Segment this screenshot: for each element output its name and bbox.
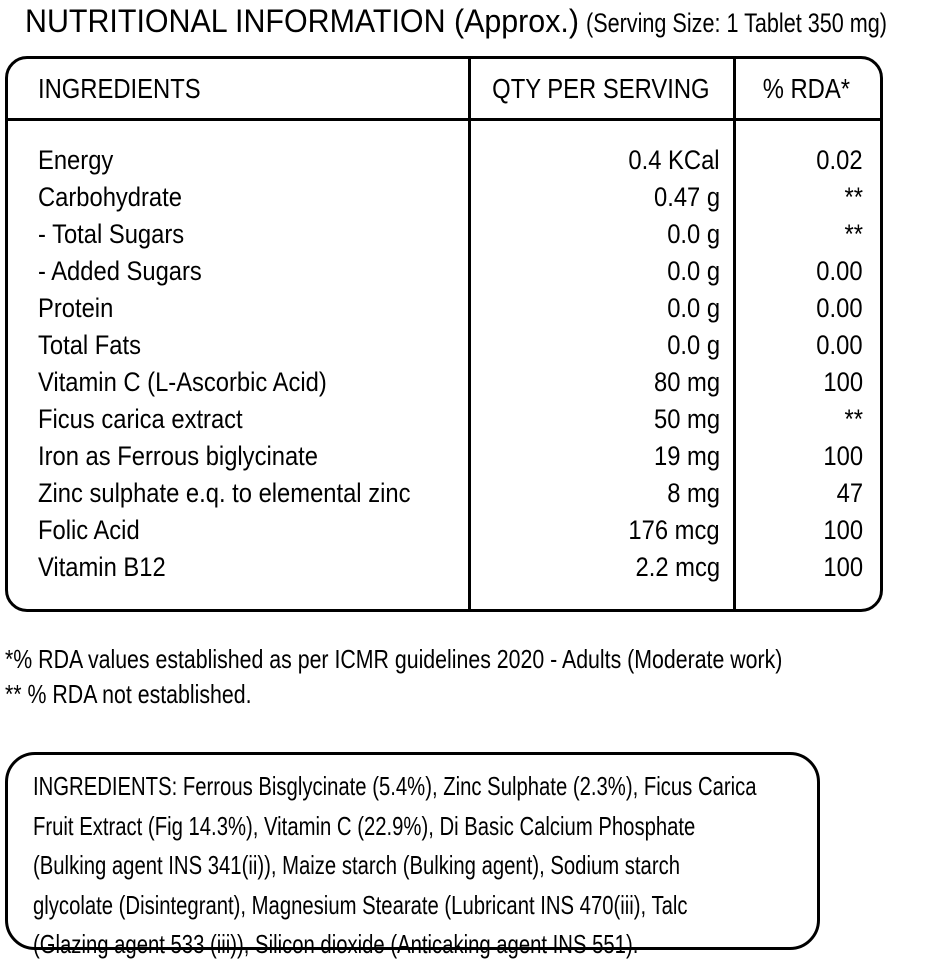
footnote-rda-source-text: *% RDA values established as per ICMR guidelines 2020 - Adults (Moderate work) — [5, 644, 783, 674]
ingredient-name-cell — [8, 478, 468, 509]
nutrition-table — [5, 56, 883, 612]
ingredient-name-cell — [8, 145, 468, 176]
qty-value: 0.0 g — [667, 330, 720, 360]
ingredient-name-cell — [8, 367, 468, 398]
qty-cell — [468, 552, 733, 583]
table-body — [8, 121, 880, 586]
rda-value: 0.00 — [816, 256, 863, 286]
rda-value: ** — [844, 404, 863, 434]
ingredients-box-text: INGREDIENTS: Ferrous Bisglycinate (5.4%), Zinc Sulphate (2.3%), Ficus Carica — [33, 771, 757, 801]
footnotes — [5, 644, 926, 714]
col-header-ingredients — [8, 73, 468, 105]
ingredient-name: Zinc sulphate e.q. to elemental zinc — [38, 478, 411, 508]
qty-value: 0.0 g — [667, 256, 720, 286]
col-header-qty-text: QTY PER SERVING — [491, 72, 710, 104]
rda-cell — [733, 367, 880, 398]
ingredient-name-cell — [8, 404, 468, 435]
table-row — [8, 475, 880, 512]
table-row — [8, 253, 880, 290]
rda-cell — [733, 552, 880, 583]
ingredient-name-cell — [8, 293, 468, 324]
qty-value: 50 mg — [653, 404, 720, 434]
footnote-rda-source — [5, 644, 926, 679]
rda-cell — [733, 515, 880, 546]
table-row — [8, 290, 880, 327]
ingredients-box-line — [33, 809, 817, 849]
rda-cell — [733, 145, 880, 176]
rda-cell — [733, 293, 880, 324]
ingredients-box-text: (Glazing agent 533 (iii)), Silicon dioxide (Anticaking agent INS 551). — [33, 929, 639, 959]
qty-value: 0.47 g — [653, 182, 720, 212]
col-header-ingredients-text: INGREDIENTS — [38, 72, 201, 104]
ingredient-name: Protein — [38, 293, 114, 323]
column-divider-1 — [468, 59, 471, 609]
qty-cell — [468, 478, 733, 509]
table-row — [8, 327, 880, 364]
table-row — [8, 512, 880, 549]
qty-cell — [468, 145, 733, 176]
serving-size — [586, 8, 926, 39]
ingredients-box-text: (Bulking agent INS 341(ii)), Maize starch (Bulking agent), Sodium starch — [33, 850, 680, 880]
qty-value: 8 mg — [667, 478, 720, 508]
ingredient-name: Total Fats — [38, 330, 142, 360]
ingredient-name: Vitamin C (L-Ascorbic Acid) — [38, 367, 327, 397]
qty-cell — [468, 367, 733, 398]
qty-cell — [468, 256, 733, 287]
ingredient-name: Ficus carica extract — [38, 404, 243, 434]
ingredients-box-text: Fruit Extract (Fig 14.3%), Vitamin C (22.9%), Di Basic Calcium Phosphate — [33, 810, 696, 841]
ingredient-name: - Total Sugars — [38, 219, 185, 249]
rda-value: 100 — [823, 552, 863, 582]
table-row — [8, 401, 880, 438]
rda-value: 0.00 — [816, 293, 863, 323]
rda-cell — [733, 404, 880, 435]
ingredient-name-cell — [8, 219, 468, 250]
rda-cell — [733, 330, 880, 361]
ingredients-box-line — [33, 888, 817, 928]
rda-value: 100 — [823, 367, 863, 397]
qty-value: 2.2 mcg — [635, 552, 720, 582]
footnote-rda-not-established — [5, 679, 926, 714]
ingredient-name-cell — [8, 330, 468, 361]
rda-value: 47 — [836, 478, 863, 508]
table-row — [8, 438, 880, 475]
rda-value: ** — [844, 219, 863, 249]
page-title-text: NUTRITIONAL INFORMATION (Approx.) — [25, 3, 579, 39]
ingredient-name: Energy — [38, 145, 114, 175]
title-row — [0, 0, 926, 48]
qty-cell — [468, 330, 733, 361]
qty-cell — [468, 404, 733, 435]
page-title — [25, 3, 608, 40]
rda-cell — [733, 478, 880, 509]
col-header-rda — [733, 73, 880, 105]
ingredients-box-line — [33, 769, 817, 809]
qty-cell — [468, 219, 733, 250]
col-header-rda-text: % RDA* — [762, 72, 851, 104]
ingredients-box-line — [33, 927, 817, 959]
ingredient-name: Carbohydrate — [38, 182, 182, 212]
ingredients-box-text: glycolate (Disintegrant), Magnesium Stearate (Lubricant INS 470(iii), Talc — [33, 889, 688, 920]
rda-cell — [733, 441, 880, 472]
rda-value: 0.00 — [816, 330, 863, 360]
column-divider-2 — [733, 59, 736, 609]
ingredient-name: Iron as Ferrous biglycinate — [38, 441, 318, 471]
qty-cell — [468, 441, 733, 472]
ingredients-box-line — [33, 848, 817, 888]
rda-cell — [733, 219, 880, 250]
qty-cell — [468, 182, 733, 213]
table-row — [8, 549, 880, 586]
rda-value: ** — [844, 182, 863, 212]
col-header-qty — [468, 73, 733, 105]
qty-cell — [468, 515, 733, 546]
qty-value: 0.4 KCal — [628, 145, 720, 175]
ingredient-name-cell — [8, 182, 468, 213]
rda-cell — [733, 256, 880, 287]
ingredient-name: - Added Sugars — [38, 256, 202, 286]
rda-value: 0.02 — [816, 145, 863, 175]
table-header-row — [8, 59, 880, 121]
qty-cell — [468, 293, 733, 324]
ingredient-name: Vitamin B12 — [38, 552, 166, 582]
table-row — [8, 216, 880, 253]
qty-value: 19 mg — [653, 441, 720, 471]
ingredients-box — [5, 752, 820, 959]
rda-cell — [733, 182, 880, 213]
ingredient-name-cell — [8, 552, 468, 583]
serving-size-text: (Serving Size: 1 Tablet 350 mg) — [586, 8, 887, 38]
qty-value: 0.0 g — [667, 293, 720, 323]
qty-value: 176 mcg — [628, 515, 720, 545]
qty-value: 80 mg — [653, 367, 720, 397]
table-row — [8, 142, 880, 179]
ingredient-name-cell — [8, 515, 468, 546]
rda-value: 100 — [823, 515, 863, 545]
table-row — [8, 179, 880, 216]
rda-value: 100 — [823, 441, 863, 471]
ingredient-name-cell — [8, 256, 468, 287]
qty-value: 0.0 g — [667, 219, 720, 249]
ingredient-name-cell — [8, 441, 468, 472]
footnote-rda-not-established-text: ** % RDA not established. — [5, 679, 252, 709]
table-row — [8, 364, 880, 401]
ingredient-name: Folic Acid — [38, 515, 140, 545]
